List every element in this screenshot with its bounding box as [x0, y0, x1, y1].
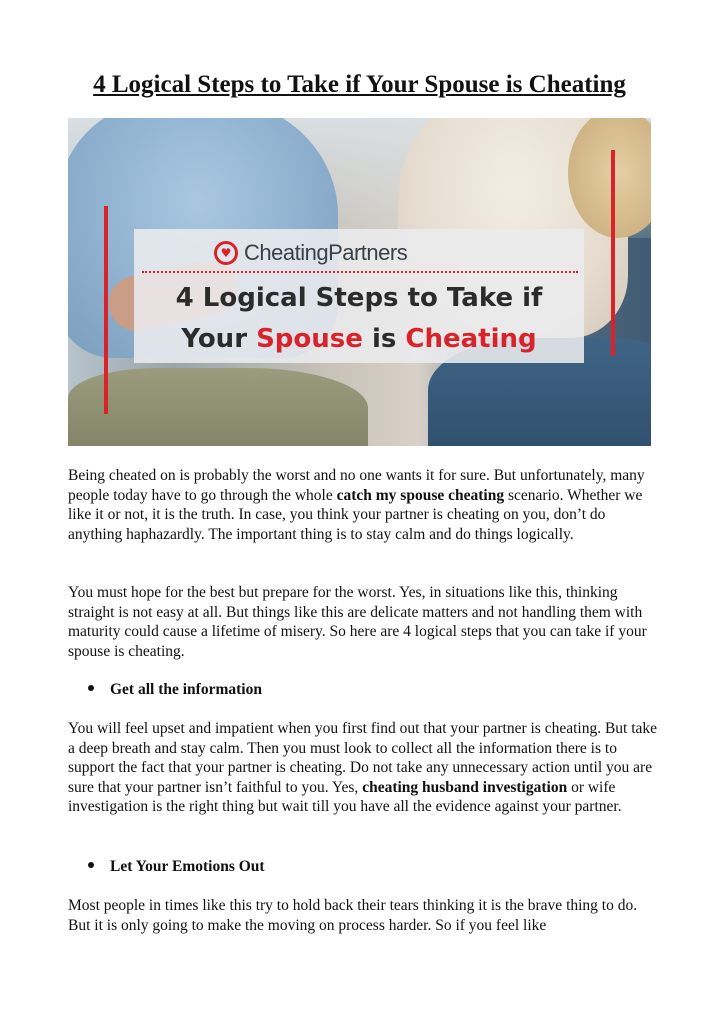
bullet-heading-2: [88, 857, 265, 877]
document-title: 4 Logical Steps to Take if Your Spouse is Cheating: [93, 71, 626, 98]
keyword-cheating-husband-investigation: cheating husband investigation: [362, 778, 568, 796]
paragraph-text: You will feel upset and impatient when you first find out that your partner is cheating. But take a deep breath and stay calm. Then you must look to collect all the information there is to support the fact that your partner is cheating. Do not take any unnecessary action until you are sure that your partner isn’t faithful to you. Yes,: [68, 720, 658, 796]
brand-logo: [214, 235, 407, 271]
headline-word: Your: [181, 324, 257, 354]
paragraph-text: scenario. Whether we like it or not, it is the truth. In case, you think your partner is cheating on you, don’t do anything haphazardly. The important thing is to stay calm and do things logically.: [68, 486, 643, 543]
paragraph-text: or wife investigation is the right thing but wait till you have all the evidence against your partner.: [68, 778, 622, 815]
man-trousers: [68, 368, 368, 446]
hero-headline-line2: [134, 321, 584, 357]
headline-highlight-cheating: Cheating: [405, 324, 537, 354]
paragraph-text: Being cheated on is probably the worst and no one wants it for sure. But unfortunately, many people today have to go through the whole: [68, 467, 645, 504]
bullet-icon: [88, 685, 94, 691]
bullet-icon: [88, 862, 94, 868]
bullet-label: Let Your Emotions Out: [110, 858, 265, 875]
keyword-catch-my-spouse-cheating: catch my spouse cheating: [336, 486, 505, 504]
hero-headline-line1: 4 Logical Steps to Take if: [175, 283, 543, 313]
bullet-heading-1: [88, 680, 262, 700]
headline-highlight-spouse: Spouse: [256, 324, 363, 354]
dotted-divider: [142, 271, 578, 273]
red-accent-line-right: [611, 150, 615, 356]
brand-logo-text: CheatingPartners: [244, 240, 408, 265]
headline-word: is: [362, 324, 406, 354]
red-accent-line-left: [104, 206, 108, 414]
heart-pin-icon: ♥: [214, 241, 238, 265]
third-paragraph: [68, 719, 658, 817]
second-paragraph: You must hope for the best but prepare for the worst. Yes, in situations like this, thinking straight is not easy at all. But things like this are delicate matters and not handling them with maturity could cause a lifetime of misery. So here are 4 logical steps that you can take if your spouse is cheating.: [68, 584, 647, 660]
intro-paragraph: [68, 466, 658, 544]
bullet-label: Get all the information: [110, 681, 262, 698]
fourth-paragraph: Most people in times like this try to hold back their tears thinking it is the brave thing to do. But it is only going to make the moving on process harder. So if you feel like: [68, 897, 638, 934]
